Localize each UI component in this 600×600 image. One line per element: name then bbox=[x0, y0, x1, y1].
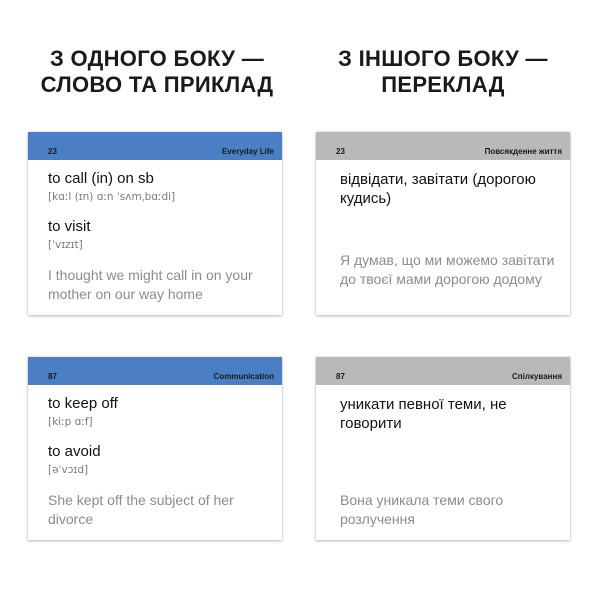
card-term: to keep off bbox=[48, 395, 118, 412]
card-example-translation: Я думав, що ми можемо завітати до твоєї мами дорогою додому bbox=[340, 252, 555, 287]
flashcard-front-87 bbox=[28, 357, 282, 540]
card-transcription: [kiːp ɑːf] bbox=[48, 416, 93, 428]
card-category: Everyday Life bbox=[221, 147, 274, 156]
card-category: Повсякденне життя bbox=[484, 147, 562, 156]
card-synonym-transcription: [ˈvɪzɪt] bbox=[48, 239, 83, 251]
card-example: I thought we might call in on your mother on our way home bbox=[48, 267, 253, 302]
front-side-heading bbox=[22, 46, 292, 98]
flashcard-back-23 bbox=[316, 132, 570, 315]
flashcard-back-87 bbox=[316, 357, 570, 540]
card-header-band bbox=[316, 357, 570, 385]
card-header-band bbox=[316, 132, 570, 160]
card-number: 23 bbox=[48, 147, 57, 156]
card-category: Спілкування bbox=[512, 372, 562, 381]
card-translation: уникати певної теми, не говорити bbox=[340, 396, 507, 432]
back-side-heading bbox=[308, 46, 578, 98]
back-side-heading-line1: З ІНШОГО БОКУ — bbox=[338, 46, 548, 71]
card-synonym-transcription: [əˈvɔɪd] bbox=[48, 464, 89, 476]
card-transcription: [kɑːl (ɪn) ɑːn ˈsʌmˌbɑːdi] bbox=[48, 191, 176, 203]
front-side-heading-line1: З ОДНОГО БОКУ — bbox=[50, 46, 264, 71]
card-category: Communication bbox=[213, 372, 274, 381]
flashcard-front-23 bbox=[28, 132, 282, 315]
card-header-band bbox=[28, 357, 282, 385]
card-example-translation: Вона уникала теми свого розлучення bbox=[340, 492, 504, 527]
card-number: 87 bbox=[48, 372, 57, 381]
card-example: She kept off the subject of her divorce bbox=[48, 492, 234, 527]
card-number: 23 bbox=[336, 147, 345, 156]
card-synonym: to visit bbox=[48, 218, 91, 235]
card-synonym: to avoid bbox=[48, 443, 101, 460]
card-header-band bbox=[28, 132, 282, 160]
front-side-heading-line2: СЛОВО ТА ПРИКЛАД bbox=[40, 72, 274, 97]
card-term: to call (in) on sb bbox=[48, 170, 154, 187]
card-translation: відвідати, завітати (дорогою кудись) bbox=[340, 171, 536, 207]
card-number: 87 bbox=[336, 372, 345, 381]
back-side-heading-line2: ПЕРЕКЛАД bbox=[381, 72, 505, 97]
